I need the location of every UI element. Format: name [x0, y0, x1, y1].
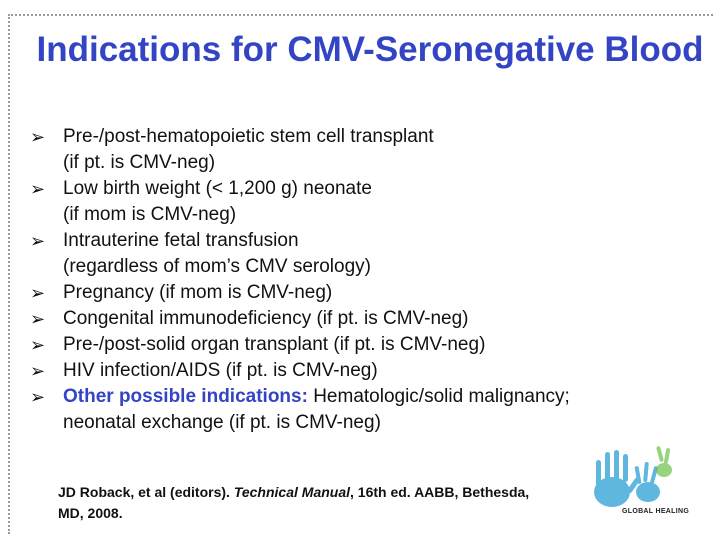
global-healing-logo-text: GLOBAL HEALING	[622, 508, 690, 515]
bullet-subtext: (if pt. is CMV-neg)	[63, 152, 216, 173]
bullet-text: Intrauterine fetal transfusion	[63, 230, 299, 251]
citation-line2: MD, 2008.	[58, 505, 123, 521]
list-item	[30, 306, 720, 332]
bullet-text: Hematologic/solid malignancy;	[307, 386, 570, 407]
citation-title: Technical Manual	[233, 484, 351, 500]
bullet-text: HIV infection/AIDS (if pt. is CMV-neg)	[63, 360, 378, 381]
citation	[58, 482, 678, 524]
bullet-list	[30, 124, 720, 436]
list-item	[30, 332, 720, 358]
arrow-bullet-icon: ➢	[30, 361, 46, 381]
bullet-highlight: Other possible indications:	[63, 386, 308, 407]
bullet-text: Pre-/post-solid organ transplant (if pt. is CMV-neg)	[63, 334, 486, 355]
bullet-text: Pre-/post-hematopoietic stem cell transplant	[63, 126, 434, 147]
arrow-bullet-icon: ➢	[30, 283, 46, 303]
arrow-bullet-icon: ➢	[30, 231, 46, 251]
slide-frame-top-border	[8, 14, 713, 17]
bullet-subtext: (if mom is CMV-neg)	[63, 204, 237, 225]
list-item	[30, 176, 720, 228]
list-item	[30, 124, 720, 176]
slide-title: Indications for CMV-Seronegative Blood	[36, 30, 704, 69]
arrow-bullet-icon: ➢	[30, 309, 46, 329]
list-item	[30, 280, 720, 306]
list-item	[30, 228, 720, 280]
list-item	[30, 358, 720, 384]
arrow-bullet-icon: ➢	[30, 127, 46, 147]
arrow-bullet-icon: ➢	[30, 387, 46, 407]
slide-frame-left-border	[8, 14, 11, 534]
citation-suffix: , 16th ed. AABB, Bethesda,	[350, 484, 530, 500]
bullet-subtext: (regardless of mom’s CMV serology)	[63, 256, 371, 277]
arrow-bullet-icon: ➢	[30, 335, 46, 355]
list-item	[30, 384, 720, 436]
citation-prefix: JD Roback, et al (editors).	[58, 484, 234, 500]
bullet-text: Pregnancy (if mom is CMV-neg)	[63, 282, 333, 303]
bullet-text: Congenital immunodeficiency (if pt. is CMV-neg)	[63, 308, 469, 329]
arrow-bullet-icon: ➢	[30, 179, 46, 199]
bullet-text: Low birth weight (< 1,200 g) neonate	[63, 178, 372, 199]
bullet-subtext: neonatal exchange (if pt. is CMV-neg)	[63, 412, 381, 433]
